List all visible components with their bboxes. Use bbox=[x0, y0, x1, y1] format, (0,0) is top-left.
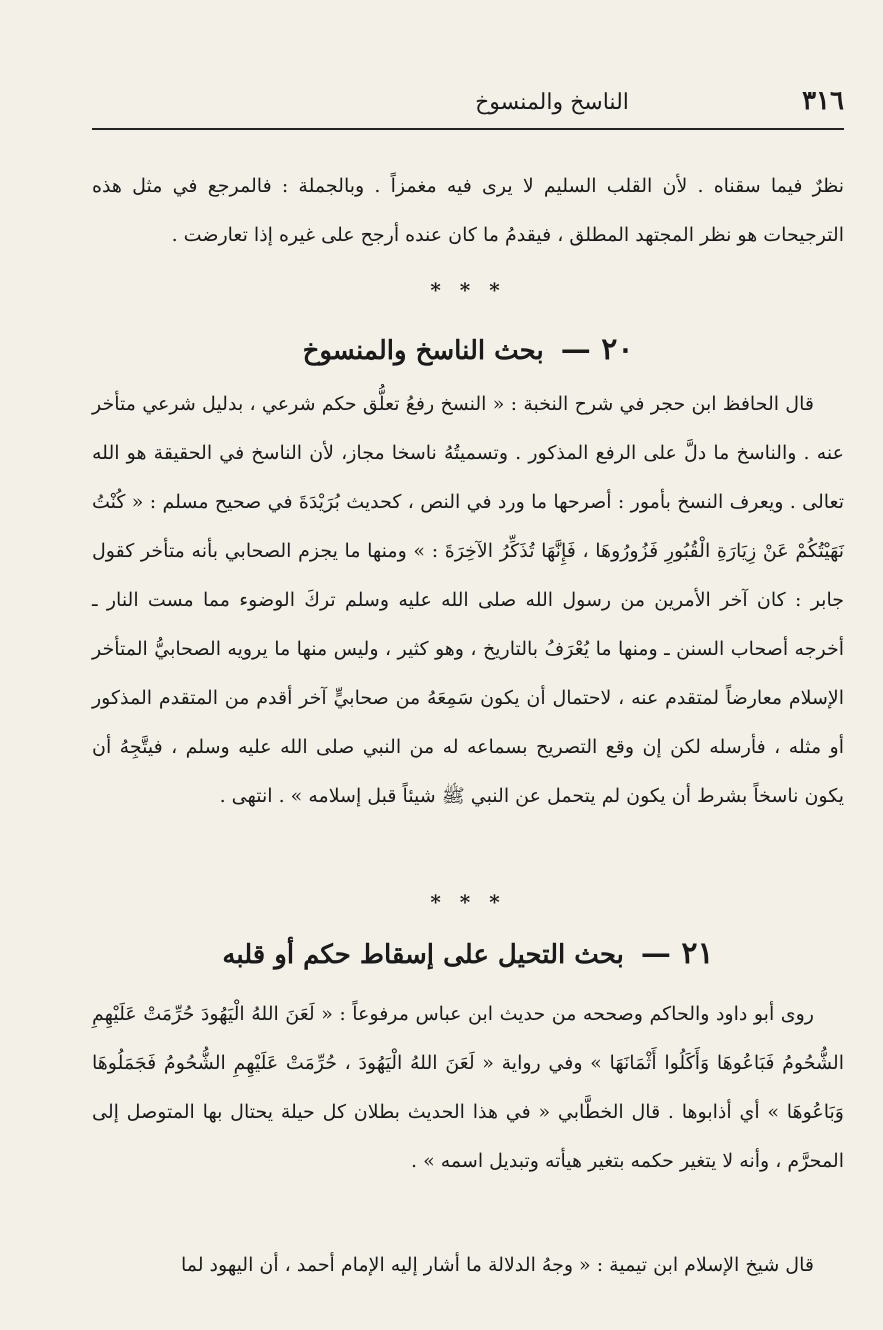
section-20-paragraph: قال الحافظ ابن حجر في شرح النخبة : « النسخ رفعُ تعلُّق حكم شرعي ، بدليل شرعي متأخر عنه . والناسخ ما دلَّ على الرفع المذكور . وتسميتُهُ ناسخا مجاز، لأن الناسخ في الحقيقة هو الله تعالى . ويعرف النسخ بأمور : أصرحها ما ورد في النص ، كحديث بُرَيْدَةَ في صحيح مسلم : « كُنْتُ نَهَيْتُكُمْ عَنْ زِيَارَةِ الْقُبُورِ فَزُورُوهَا ، فَإِنَّهَا تُذَكِّرُ الآخِرَةَ : » ومنها ما يجزم الصحابي بأنه متأخر كقول جابر : كان آخر الأمرين من رسول الله صلى الله عليه وسلم تركَ الوضوء مما مست النار ـ أخرجه أصحاب السنن ـ ومنها ما يُعْرَفُ بالتاريخ ، وهو كثير ، وليس منها ما يرويه الصحابيُّ المتأخر الإسلام معارضاً لمتقدم عنه ، لاحتمال أن يكون سَمِعَهُ من صحابيٍّ آخر أقدم من المتقدم المذكور أو مثله ، فأرسله لكن إن وقع التصريح بسماعه له من النبي صلى الله عليه وسلم ، فيتَّجِهُ أن يكون ناسخاً بشرط أن يكون لم يتحمل عن النبي ﷺ شيئاً قبل إسلامه » . انتهى . bbox=[92, 393, 845, 807]
section-21-title: بحث التحيل على إسقاط حكم أو قلبه bbox=[222, 940, 624, 970]
section-20-number: ٢٠ — bbox=[560, 332, 634, 367]
section-21-heading bbox=[92, 924, 844, 984]
section-21-number: ٢١ — bbox=[640, 936, 714, 971]
page-content bbox=[92, 158, 844, 1290]
section-separator: * * * bbox=[430, 890, 506, 914]
section-20-heading bbox=[92, 320, 844, 380]
section-21-paragraph-1: روى أبو داود والحاكم وصححه من حديث ابن عباس مرفوعاً : « لَعَنَ اللهُ الْيَهُودَ حُرِّمَتْ عَلَيْهِمِ الشُّحُومُ فَبَاعُوهَا وَأَكَلُوا أَثْمَانَهَا » وفي رواية « لَعَنَ اللهُ الْيَهُودَ ، حُرِّمَتْ عَلَيْهِمِ الشُّحُومُ فَجَمَلُوهَا وَبَاعُوهَا » أي أذابوها . قال الخطَّابي « في هذا الحديث بطلان كل حيلة يحتال بها المتوصل إلى المحرَّم ، وأنه لا يتغير حكمه بتغير هيأته وتبديل اسمه » . bbox=[92, 1003, 844, 1172]
page-number: ٣١٦ bbox=[802, 86, 844, 116]
section-20-title: بحث الناسخ والمنسوخ bbox=[302, 336, 544, 366]
page-header bbox=[92, 82, 844, 130]
running-title: الناسخ والمنسوخ bbox=[475, 90, 629, 115]
section-21-paragraph-2: قال شيخ الإسلام ابن تيمية : « وجهُ الدلالة ما أشار إليه الإمام أحمد ، أن اليهود لما bbox=[180, 1254, 814, 1276]
intro-paragraph: نظرٌ فيما سقناه . لأن القلب السليم لا يرى فيه مغمزاً . وبالجملة : فالمرجع في مثل هذه الترجيحات هو نظر المجتهد المطلق ، فيقدمُ ما كان عنده أرجح على غيره إذا تعارضت . bbox=[92, 175, 844, 246]
section-separator: * * * bbox=[430, 278, 506, 302]
